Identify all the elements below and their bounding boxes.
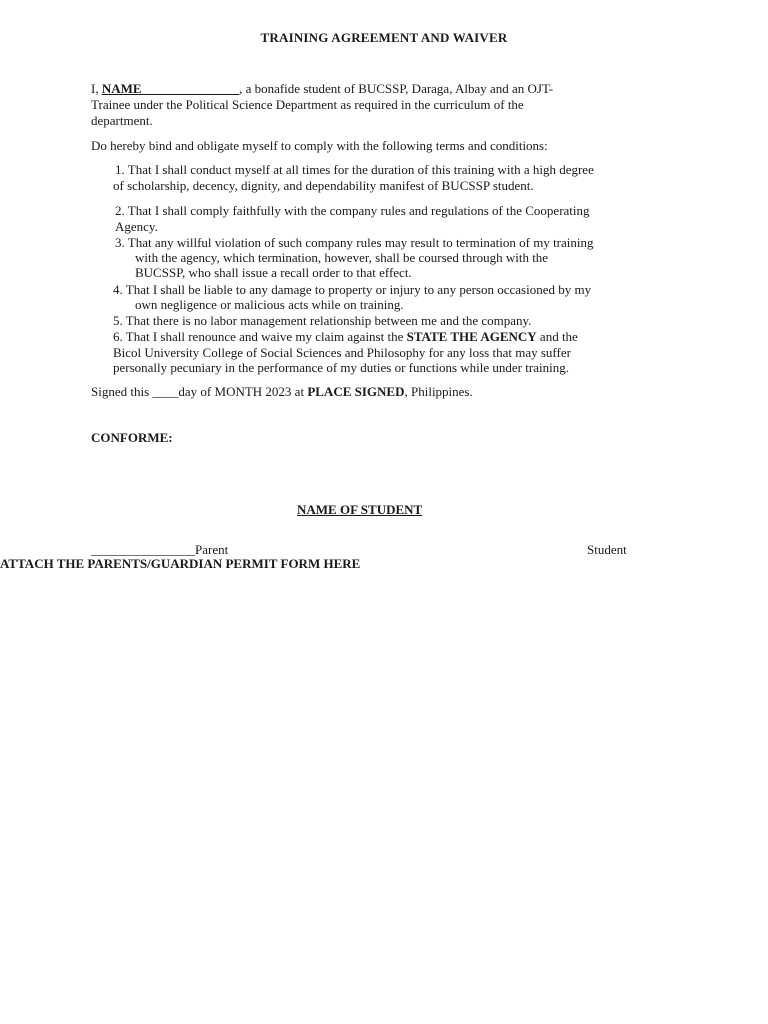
term-4-line-2: own negligence or malicious acts while on training. [135,297,404,312]
term-3-line-1: 3. That any willful violation of such company rules may result to termination of my training [115,235,594,250]
signed-suffix: , Philippines. [404,384,473,399]
term-1-line-2: of scholarship, decency, dignity, and dependability manifest of BUCSSP student. [113,178,534,193]
attach-permit-note: ATTACH THE PARENTS/GUARDIAN PERMIT FORM HERE [0,556,361,571]
agency-field: STATE THE AGENCY [406,329,537,344]
conforme-label: CONFORME: [91,430,173,445]
term-5-line-1: 5. That there is no labor management relationship between me and the company. [113,313,532,328]
student-name-heading: NAME OF STUDENT [297,502,423,517]
term-6-line-1-a: 6. That I shall renounce and waive my claim against the [113,329,407,344]
term-3-line-2: with the agency, which termination, however, shall be coursed through with the [135,250,549,265]
parent-label: Parent [195,542,229,557]
student-label: Student [587,542,627,557]
term-1-line-1: 1. That I shall conduct myself at all times for the duration of this training with a high degree [115,162,594,177]
term-3-line-3: BUCSSP, who shall issue a recall order to that effect. [135,265,412,280]
term-6-line-2: Bicol University College of Social Sciences and Philosophy for any loss that may suffer [113,345,571,360]
obligation-statement: Do hereby bind and obligate myself to comply with the following terms and conditions: [91,138,548,153]
document-title: TRAINING AGREEMENT AND WAIVER [260,30,508,45]
term-6-line-1-b: and the [536,329,578,344]
name-blank: _______________ [141,81,240,96]
day-blank: ____ [152,384,179,399]
student-name-field: NAME [101,81,142,96]
signed-prefix: Signed this [91,384,153,399]
intro-line-2: Trainee under the Political Science Department as required in the curriculum of the [91,97,524,112]
intro-line-1 [91,81,553,97]
signed-line [91,384,473,400]
term-2-line-2: Agency. [115,219,158,234]
term-4-line-1: 4. That I shall be liable to any damage to property or injury to any person occasioned by my [113,282,592,297]
intro-line-3: department. [91,113,153,128]
signed-middle: day of MONTH 2023 at [178,384,308,399]
term-6-line-1 [113,329,578,345]
intro-prefix: I, [91,81,102,96]
intro-line-1-rest: , a bonafide student of BUCSSP, Daraga, Albay and an OJT- [239,81,554,96]
place-signed-field: PLACE SIGNED [307,384,405,399]
term-2-line-1: 2. That I shall comply faithfully with the company rules and regulations of the Cooperating [115,203,590,218]
term-6-line-3: personally pecuniary in the performance of my duties or functions while under training. [113,360,569,375]
parent-blank: ________________ [91,542,195,557]
